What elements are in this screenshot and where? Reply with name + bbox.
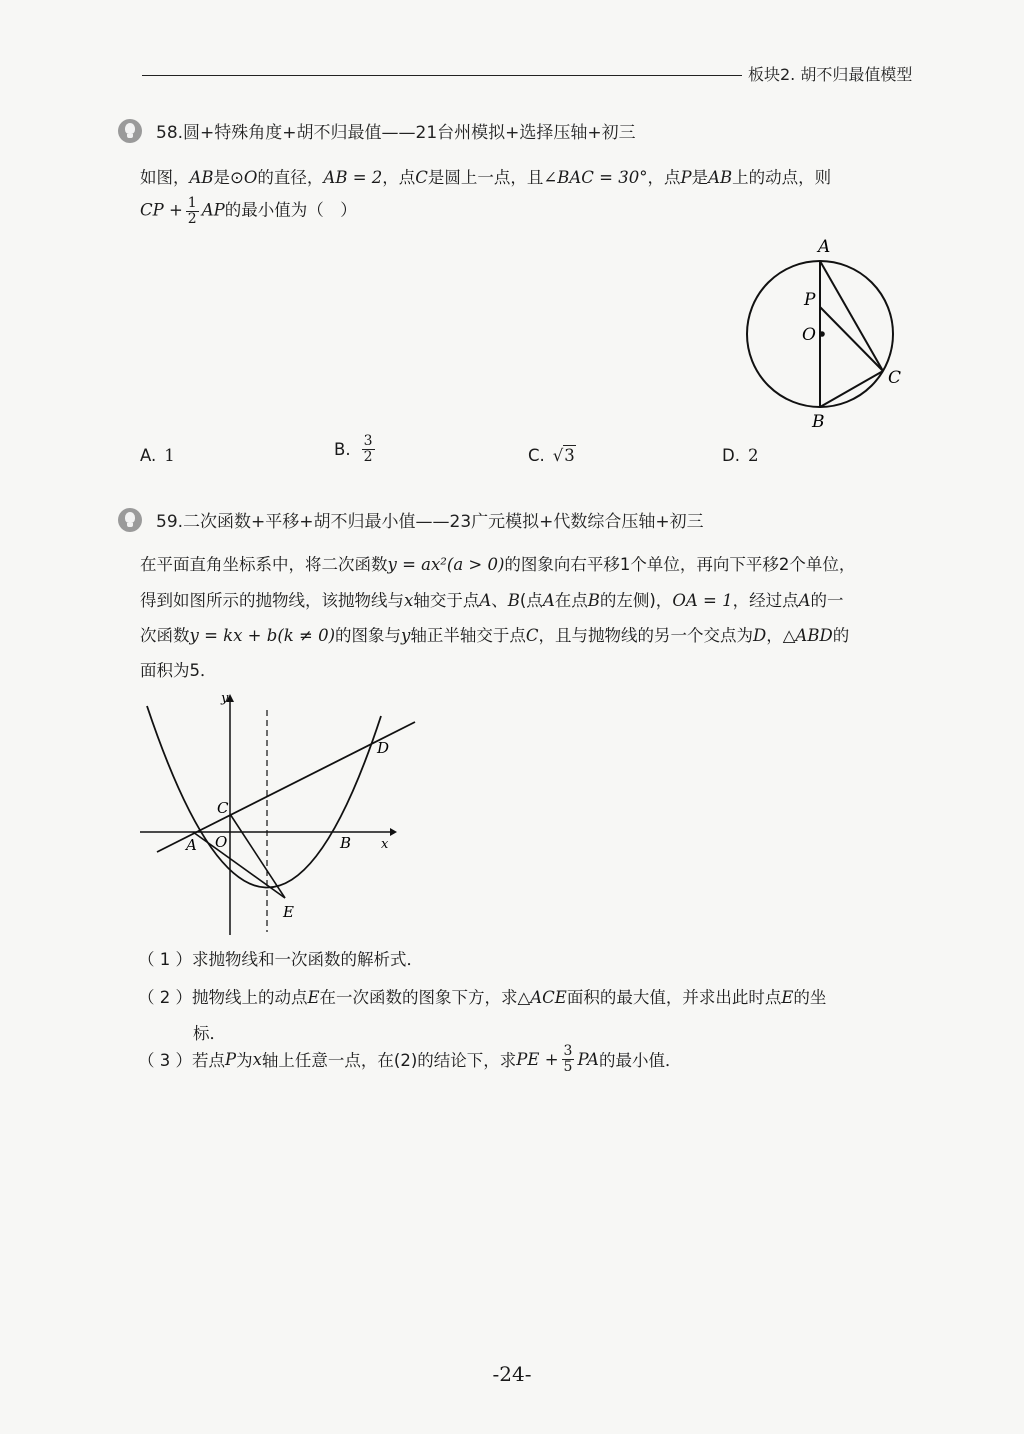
q58-title	[118, 118, 636, 143]
q59-stem-line4: 面积为5．	[140, 661, 217, 680]
choice-c[interactable]: C. √3	[528, 446, 575, 465]
q58-stem-line2: CP + $\frac{1}{2}$ AP的最小值为（ ）	[140, 195, 357, 227]
choice-a[interactable]: A. 1	[140, 446, 175, 465]
q59-part1: （ 1 ）求抛物线和一次函数的解析式．	[138, 950, 423, 969]
header-rule	[142, 75, 742, 76]
segment-ce	[230, 814, 285, 898]
fraction-one-half: $\frac{1}{2}$	[187, 195, 197, 227]
fraction-three-halves: $\frac{3}{2}$	[363, 433, 373, 465]
q59-part2-cont: 标．	[193, 1024, 226, 1043]
x-axis-arrow	[390, 828, 397, 836]
q59-title	[118, 507, 704, 532]
choice-b[interactable]: B. $\frac{3}{2}$	[334, 433, 373, 465]
center-point	[819, 331, 825, 337]
label-a: A	[818, 237, 831, 257]
q59-stem-line2: 得到如图所示的抛物线，该抛物线与x轴交于点A、B(点A在点B的左侧)，OA = 1，经过点A的一	[140, 591, 844, 610]
lightbulb-icon	[118, 119, 142, 143]
q59-parabola-figure	[135, 690, 425, 940]
q58-title-text: 58.圆+特殊角度+胡不归最值——21台州模拟+选择压轴+初三	[156, 123, 636, 143]
q59-part3: （ 3 ） 若点 P 为 x 轴上任意一点，在(2)的结论下，求 PE + $\frac{3}{5}$ PA 的最小值．	[138, 1043, 682, 1075]
q59-stem-line1: 在平面直角坐标系中，将二次函数y = ax²(a > 0)的图象向右平移1个单位，再向下平移2个单位，	[140, 555, 856, 574]
q58-stem-line1: 如图，AB是⊙O的直径，AB = 2，点C是圆上一点，且∠BAC = 30°，点P是AB上的动点，则	[140, 168, 832, 187]
q59-part2: （ 2 ）抛物线上的动点E在一次函数的图象下方，求△ACE面积的最大值，并求出此时点E的坐	[138, 988, 827, 1007]
sqrt-three: √3	[552, 446, 575, 465]
segment-bc	[820, 371, 883, 407]
label-p: P	[804, 290, 816, 310]
choice-d[interactable]: D. 2	[722, 446, 759, 465]
label-o: O	[802, 325, 816, 345]
label-x: x	[381, 837, 389, 852]
label-o: O	[215, 833, 228, 851]
label-b: B	[340, 834, 352, 852]
label-c: C	[888, 368, 902, 388]
label-c: C	[217, 799, 229, 817]
parabola-curve	[147, 706, 381, 888]
segment-ae	[193, 832, 285, 898]
q59-stem-line3: 次函数y = kx + b(k ≠ 0)的图象与y轴正半轴交于点C，且与抛物线的另一个交点为D，△ABD的	[140, 626, 850, 645]
label-e: E	[283, 903, 294, 921]
page-number: -24-	[492, 1362, 532, 1386]
label-b: B	[812, 412, 825, 432]
label-y: y	[221, 691, 229, 706]
fraction-three-fifths: $\frac{3}{5}$	[563, 1043, 573, 1075]
label-a: A	[186, 836, 197, 854]
lightbulb-icon	[118, 508, 142, 532]
section-header: 板块2. 胡不归最值模型	[748, 65, 913, 84]
label-d: D	[377, 739, 390, 757]
q58-circle-figure	[740, 235, 920, 435]
q59-title-text: 59.二次函数+平移+胡不归最小值——23广元模拟+代数综合压轴+初三	[156, 512, 704, 532]
